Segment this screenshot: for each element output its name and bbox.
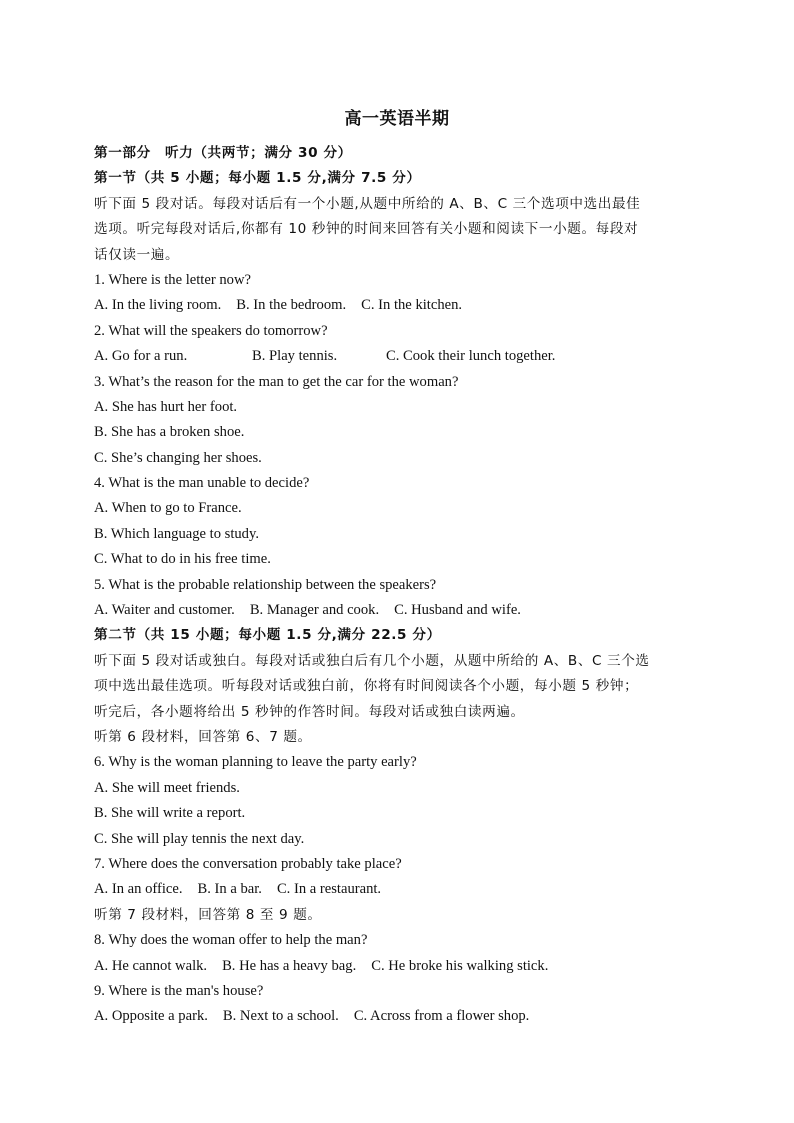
question-3: 3. What’s the reason for the man to get the car for the woman?: [94, 373, 459, 390]
option-a: A. Opposite a park.: [94, 1008, 208, 1025]
exam-content: [94, 141, 706, 1030]
section2-instruction-line: 项中选出最佳选项。听每段对话或独白前，你将有时间阅读各个小题，每小题 5 秒钟；: [94, 678, 639, 695]
option-c: C. She will play tennis the next day.: [94, 830, 305, 847]
question-7-options: [94, 877, 706, 902]
section2-instruction-line: 听下面 5 段对话或独白。每段对话或独白后有几个小题，从题中所给的 A、B、C 三个选: [94, 652, 650, 669]
option-c: C. He broke his walking stick.: [371, 957, 549, 974]
option-b: B. In a bar.: [197, 881, 262, 898]
question-8-options: [94, 954, 706, 979]
option-c: C. Cook their lunch together.: [386, 348, 556, 365]
question-5-options: [94, 598, 706, 623]
question-9-options: [94, 1004, 706, 1029]
question-4: 4. What is the man unable to decide?: [94, 475, 310, 492]
section2-heading: 第二节（共 15 小题；每小题 1.5 分,满分 22.5 分）: [94, 627, 441, 644]
option-c: C. What to do in his free time.: [94, 551, 271, 568]
option-a: A. In the living room.: [94, 297, 222, 314]
section1-instruction-line: 选项。听完每段对话后,你都有 10 秒钟的时间来回答有关小题和阅读下一小题。每段对: [94, 221, 639, 238]
question-6: 6. Why is the woman planning to leave the party early?: [94, 754, 417, 771]
option-b: B. She will write a report.: [94, 805, 246, 822]
section1-instruction-line: 话仅读一遍。: [94, 246, 180, 263]
question-1-options: [94, 293, 706, 318]
option-c: C. In a restaurant.: [276, 881, 382, 898]
question-5: 5. What is the probable relationship between the speakers?: [94, 576, 437, 593]
section1-heading: 第一节（共 5 小题；每小题 1.5 分,满分 7.5 分）: [94, 170, 421, 187]
material-6-instruction: 听第 6 段材料，回答第 6、7 题。: [94, 728, 312, 745]
option-c: C. Husband and wife.: [394, 602, 521, 619]
option-a: A. Waiter and customer.: [94, 602, 235, 619]
option-b: B. Next to a school.: [222, 1008, 339, 1025]
option-b: B. Which language to study.: [94, 525, 259, 542]
option-a: A. In an office.: [94, 881, 183, 898]
option-a: A. She has hurt her foot.: [94, 398, 238, 415]
question-8: 8. Why does the woman offer to help the man?: [94, 932, 368, 949]
option-c: C. In the kitchen.: [361, 297, 463, 314]
question-2-options: [94, 344, 706, 369]
option-a: A. When to go to France.: [94, 500, 242, 517]
material-7-instruction: 听第 7 段材料，回答第 8 至 9 题。: [94, 906, 322, 923]
question-1: 1. Where is the letter now?: [94, 271, 251, 288]
option-b: B. In the bedroom.: [236, 297, 347, 314]
option-a: A. Go for a run.: [94, 348, 188, 365]
option-b: B. He has a heavy bag.: [222, 957, 357, 974]
question-9: 9. Where is the man's house?: [94, 982, 264, 999]
section2-instruction-line: 听完后，各小题将给出 5 秒钟的作答时间。每段对话或独白读两遍。: [94, 703, 525, 720]
option-b: B. She has a broken shoe.: [94, 424, 245, 441]
question-2: 2. What will the speakers do tomorrow?: [94, 322, 328, 339]
option-b: B. Play tennis.: [252, 348, 338, 365]
page-title: 高一英语半期: [344, 109, 450, 129]
section1-instruction-line: 听下面 5 段对话。每段对话后有一个小题,从题中所给的 A、B、C 三个选项中选出最佳: [94, 195, 641, 212]
option-b: B. Manager and cook.: [249, 602, 380, 619]
option-a: A. He cannot walk.: [94, 957, 208, 974]
question-7: 7. Where does the conversation probably take place?: [94, 855, 402, 872]
option-a: A. She will meet friends.: [94, 779, 240, 796]
part1-heading: 第一部分 听力（共两节；满分 30 分）: [94, 145, 352, 161]
option-c: C. She’s changing her shoes.: [94, 449, 262, 466]
option-c: C. Across from a flower shop.: [353, 1008, 530, 1025]
